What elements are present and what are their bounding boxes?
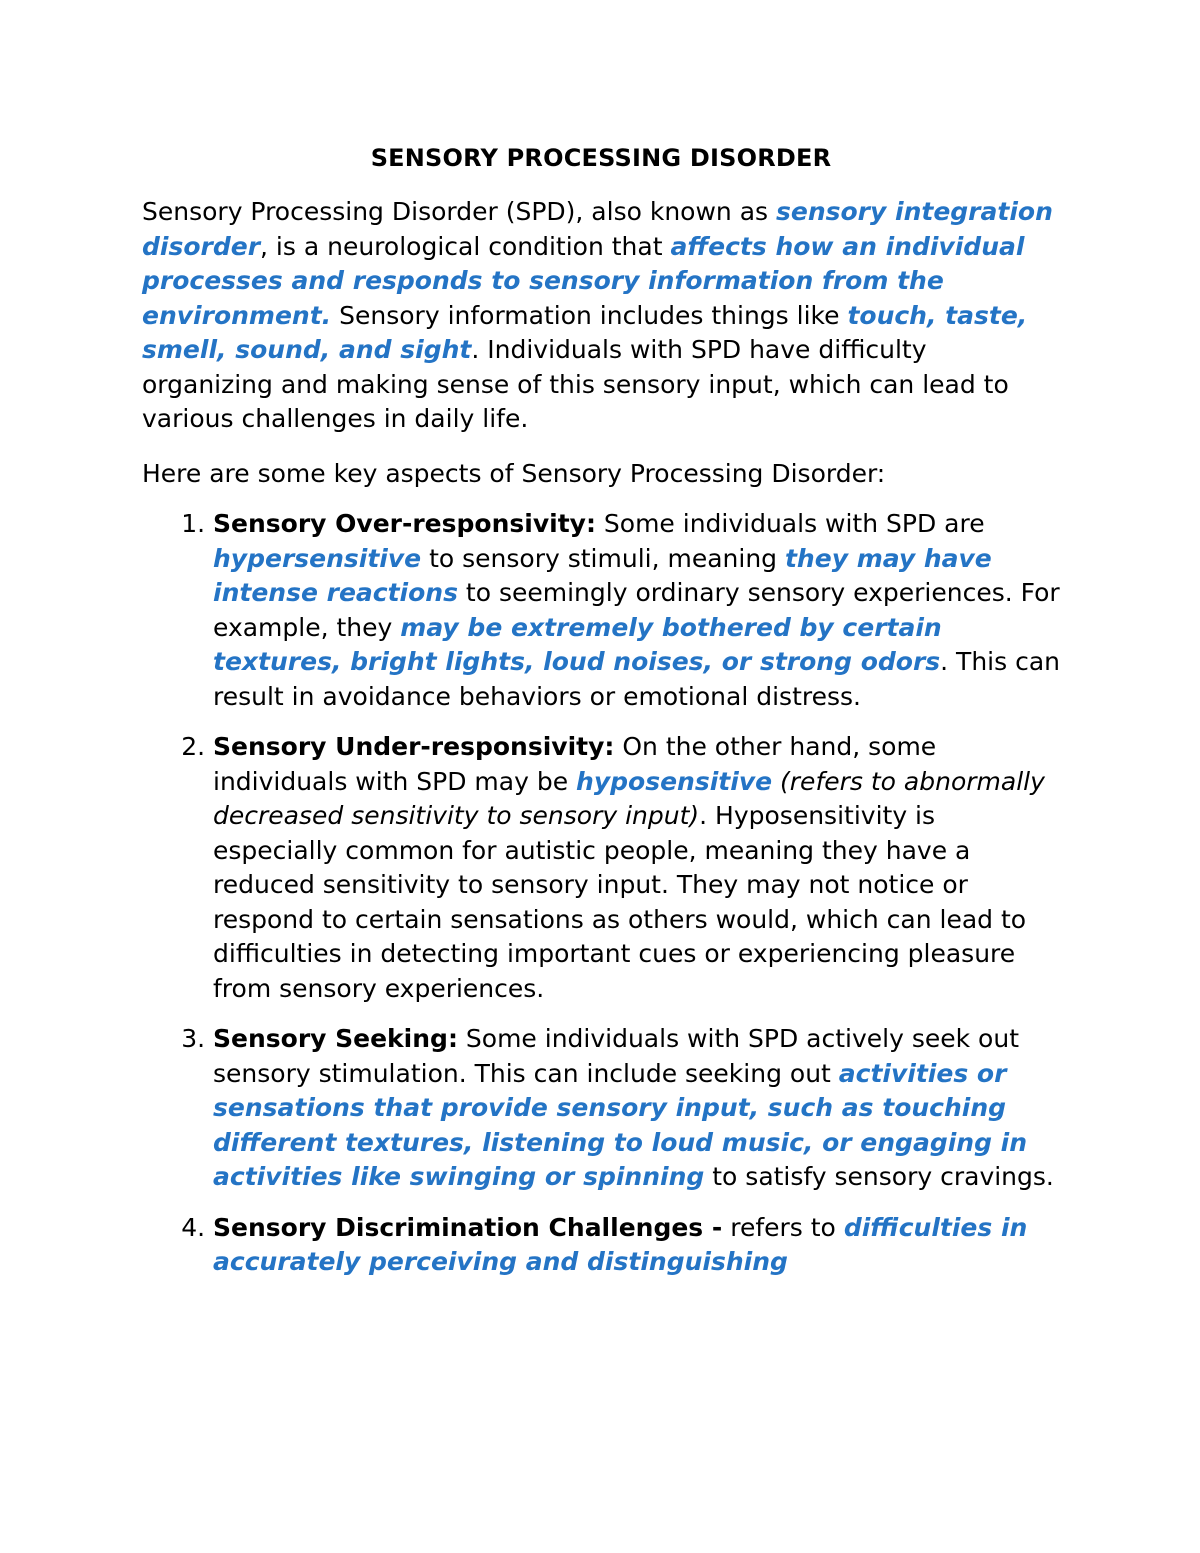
list-item-sensory-seeking <box>213 1022 1060 1195</box>
list-item-over-responsivity <box>213 507 1060 714</box>
item-text: to seemingly ordinary sensory experiences. For example, they <box>213 578 1060 642</box>
list-item-under-responsivity <box>213 730 1060 1006</box>
item-heading: Sensory Discrimination Challenges - <box>213 1212 723 1242</box>
item-text: On the other hand, some individuals with SPD may be <box>213 732 937 796</box>
item-heading: Sensory Seeking: <box>213 1024 458 1053</box>
item-highlight: may be extremely bothered by certain textures, bright lights, loud noises, or strong odors <box>213 612 942 676</box>
intro-text-3: Sensory information includes things like <box>331 300 848 330</box>
intro-text-2: , is a neurological condition that <box>260 231 671 261</box>
item-highlight: hyposensitive <box>576 766 773 796</box>
item-text: to satisfy sensory cravings. <box>704 1162 1054 1191</box>
intro-highlight-1: sensory integration disorder <box>142 197 1053 261</box>
intro-paragraph <box>142 195 1060 437</box>
aspects-list <box>142 507 1060 1280</box>
item-highlight: difficulties in accurately perceiving and distinguishing <box>213 1212 1028 1276</box>
item-text: refers to <box>722 1212 844 1242</box>
intro-highlight-3: touch, taste, smell, sound, and sight <box>142 300 1028 364</box>
item-italic-note: (refers to abnormally decreased sensitivity to sensory input) <box>213 766 1045 830</box>
item-text: Some individuals with SPD actively seek out sensory stimulation. This can include seeking out <box>213 1024 1020 1088</box>
item-highlight: they may have intense reactions <box>213 543 992 607</box>
list-lead-paragraph: Here are some key aspects of Sensory Processing Disorder: <box>142 458 886 488</box>
item-heading: Sensory Over-responsivity: <box>213 509 596 538</box>
item-heading: Sensory Under-responsivity: <box>213 732 615 761</box>
item-text: . Hyposensitivity is especially common for autistic people, meaning they have a reduced sensitivity to sensory input. They may not notice or respond to certain sensations as others would, which can lead to difficulties in detecting important cues or experiencing pleasure from sensory experiences. <box>213 801 1027 1003</box>
item-text: Some individuals with SPD are <box>595 509 985 538</box>
document-title: SENSORY PROCESSING DISORDER <box>370 144 832 172</box>
item-text: to sensory stimuli, meaning <box>421 543 785 573</box>
item-highlight: activities or sensations that provide sensory input, such as touching different textures, listening to loud music, or engaging in activities like swinging or spinning <box>213 1058 1028 1191</box>
intro-highlight-2: affects how an individual processes and responds to sensory information from the environment. <box>142 231 1025 330</box>
item-text: . This can result in avoidance behaviors or emotional distress. <box>213 647 1060 711</box>
intro-text-1: Sensory Processing Disorder (SPD), also known as <box>142 197 776 226</box>
item-highlight: hypersensitive <box>213 543 422 573</box>
intro-text-4: . Individuals with SPD have difficulty organizing and making sense of this sensory input, which can lead to various challenges in daily life. <box>142 335 1009 433</box>
list-item-discrimination-challenges <box>213 1211 1060 1280</box>
